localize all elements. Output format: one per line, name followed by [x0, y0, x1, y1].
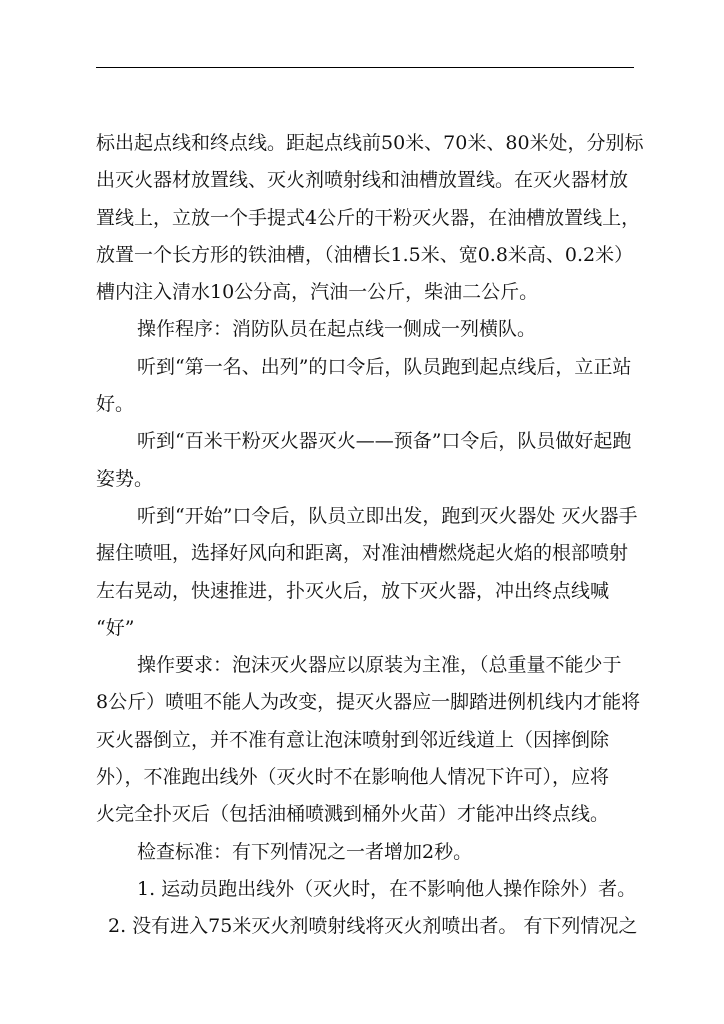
text-line-7: 听到“第一名、出列”的口令后，队员跑到起点线后，立正站	[137, 355, 632, 378]
text-line-9: 听到“百米干粉灭火器灭火——预备”口令后，队员做好起跑	[137, 430, 632, 453]
text-line-12: 握住喷咀，选择好风向和距离，对准油槽燃烧起火焰的根部喷射	[96, 542, 629, 565]
text-line-10: 姿势。	[96, 467, 154, 490]
text-line-4: 放置一个长方形的铁油槽，（油槽长1.5米、宽0.8米高、0.2米）	[96, 243, 634, 266]
text-line-2: 出灭火器材放置线、灭火剂喷射线和油槽放置线。在灭火器材放	[96, 169, 629, 192]
text-line-1: 标出起点线和终点线。距起点线前50米、70米、80米处，分别标	[96, 132, 644, 154]
document-body	[96, 125, 656, 946]
text-line-6: 操作程序：消防队员在起点线一侧成一列横队。	[137, 318, 537, 341]
text-line-5: 槽内注入清水10公分高，汽油一公斤，柴油二公斤。	[96, 281, 539, 304]
text-line-21: 1. 运动员跑出线外（灭火时，在不影响他人操作除外）者。	[137, 877, 637, 900]
text-line-8: 好。	[96, 393, 135, 416]
text-line-17: 灭火器倒立，并不准有意让泡沫喷射到邻近线道上（因摔倒除	[96, 728, 610, 751]
text-line-13: 左右晃动，快速推进，扑灭火后，放下灭火器，冲出终点线喊	[96, 579, 610, 602]
text-line-22: 2. 没有进入75米灭火剂喷射线将灭火剂喷出者。 有下列情况之	[108, 915, 638, 938]
text-line-16: 8公斤）喷咀不能人为改变，提灭火器应一脚踏进例机线内才能将	[96, 691, 641, 714]
text-line-3: 置线上，立放一个手提式4公斤的干粉灭火器，在油槽放置线上，	[96, 206, 641, 229]
text-line-15: 操作要求：泡沫灭火器应以原装为主准，（总重量不能少于	[137, 654, 622, 677]
text-line-20: 检查标准：有下列情况之一者增加2秒。	[137, 840, 473, 863]
text-line-18: 外），不准跑出线外（灭火时不在影响他人情况下许可），应将	[96, 766, 610, 789]
text-line-14: “好”	[96, 616, 135, 639]
header-rule	[96, 67, 634, 68]
text-line-19: 火完全扑灭后（包括油桶喷溅到桶外火苗）才能冲出终点线。	[96, 803, 610, 826]
text-line-11: 听到“开始”口令后，队员立即出发，跑到灭火器处 灭火器手	[137, 504, 638, 527]
